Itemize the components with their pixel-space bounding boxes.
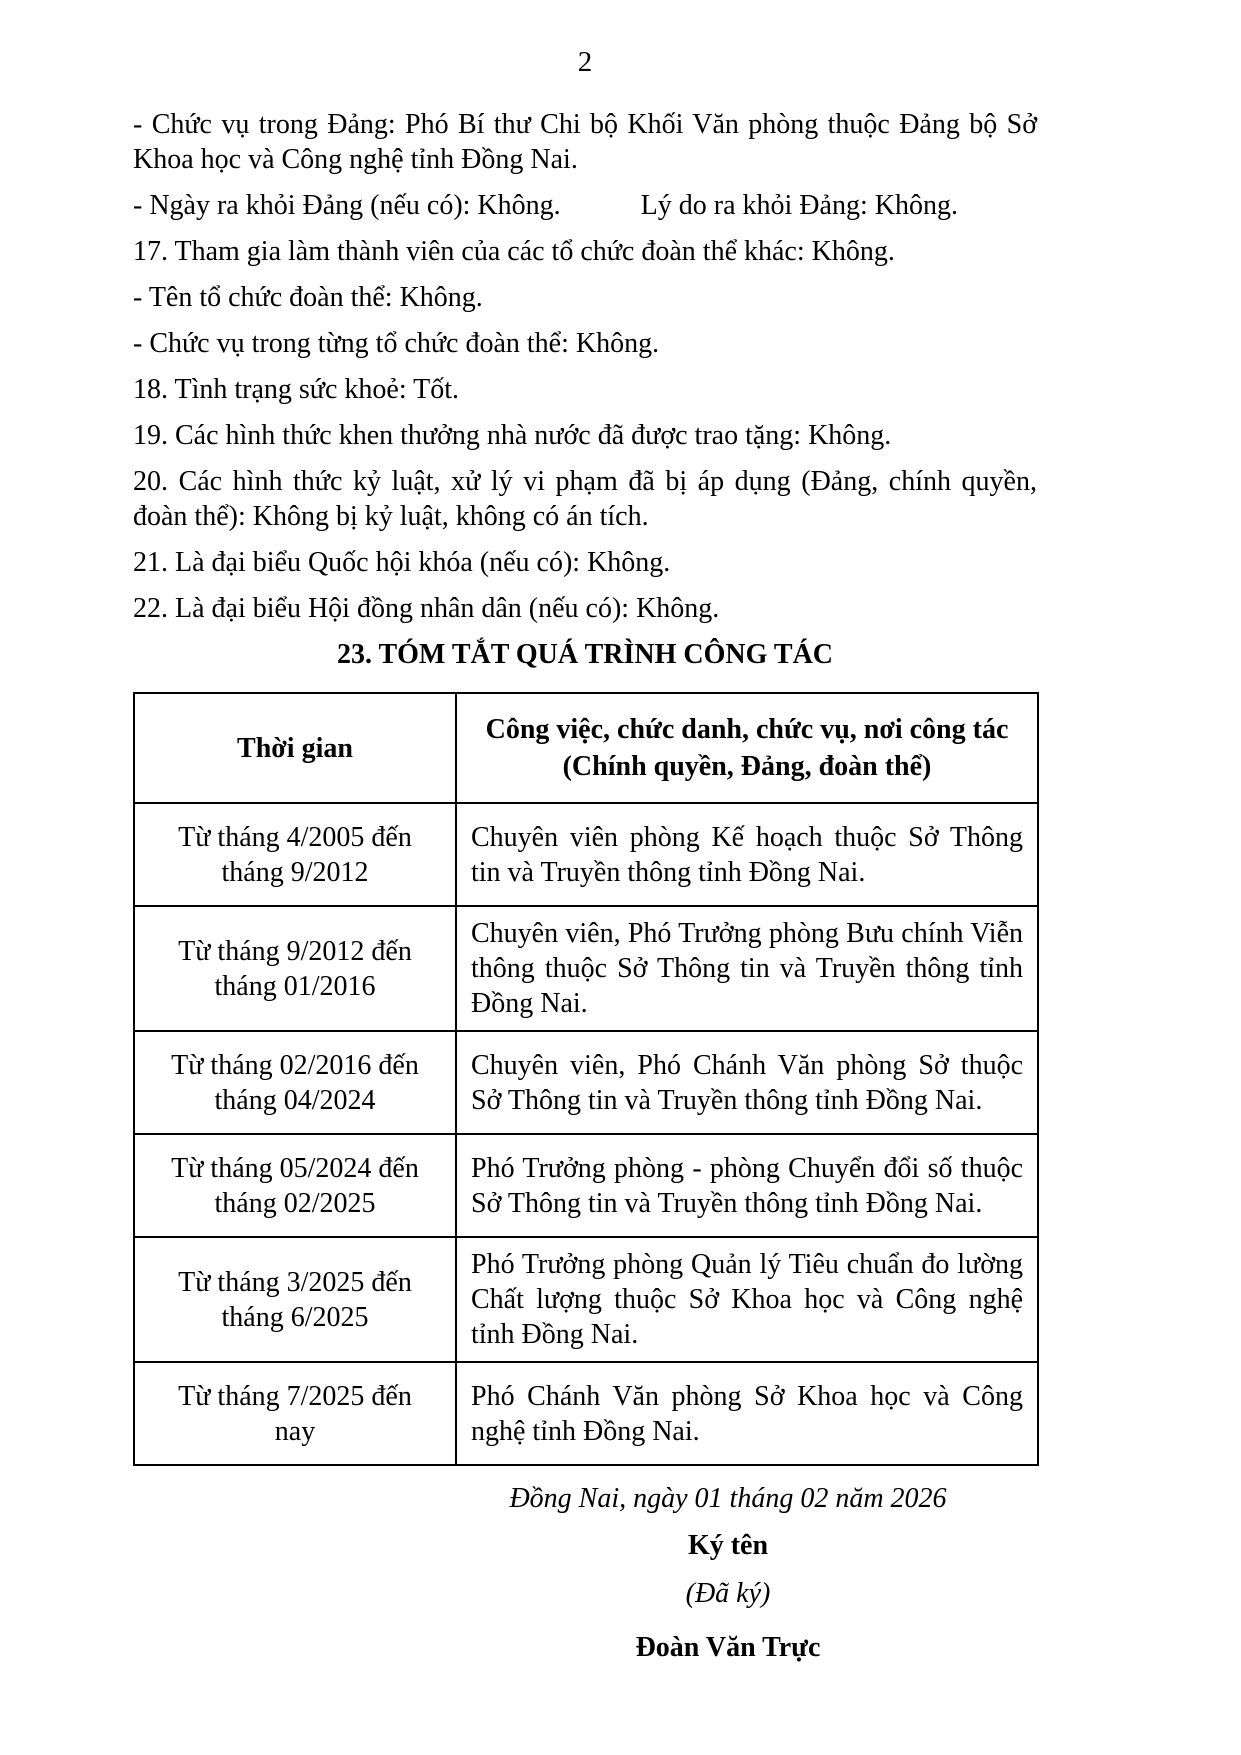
- work-history-heading: 23. TÓM TẮT QUÁ TRÌNH CÔNG TÁC: [336, 639, 834, 670]
- column-header-job-line2: (Chính quyền, Đảng, đoàn thể): [562, 751, 932, 782]
- time-cell: [134, 1031, 456, 1134]
- time-line1: Từ tháng 7/2025 đến: [178, 1380, 412, 1412]
- time-line1: Từ tháng 05/2024 đến: [171, 1152, 419, 1184]
- signer-name: Đoàn Văn Trực: [635, 1632, 821, 1663]
- item-21-paragraph: 21. Là đại biểu Quốc hội khóa (nếu có): Không.: [133, 547, 671, 578]
- job-cell: Phó Chánh Văn phòng Sở Khoa học và Công nghệ tỉnh Đồng Nai.: [456, 1362, 1038, 1465]
- time-line1: Từ tháng 3/2025 đến: [178, 1266, 412, 1298]
- time-line2: tháng 04/2024: [214, 1084, 376, 1116]
- table-header-row: [134, 693, 1038, 803]
- party-exit-reason-text: Lý do ra khỏi Đảng: Không.: [640, 190, 958, 221]
- job-cell: Chuyên viên, Phó Chánh Văn phòng Sở thuộc Sở Thông tin và Truyền thông tỉnh Đồng Nai.: [456, 1031, 1038, 1134]
- table-row: [134, 1237, 1038, 1362]
- time-line2: tháng 01/2016: [214, 970, 376, 1002]
- time-cell: [134, 1237, 456, 1362]
- time-line2: tháng 02/2025: [214, 1187, 376, 1219]
- signature-label: Ký tên: [687, 1530, 769, 1561]
- item-18-paragraph: 18. Tình trạng sức khoẻ: Tốt.: [133, 374, 459, 405]
- time-line2: tháng 9/2012: [221, 856, 369, 888]
- signature-block: [493, 1481, 963, 1665]
- job-cell: Chuyên viên phòng Kế hoạch thuộc Sở Thông tin và Truyền thông tỉnh Đồng Nai.: [456, 803, 1038, 906]
- job-cell: Phó Trưởng phòng Quản lý Tiêu chuẩn đo lường Chất lượng thuộc Sở Khoa học và Công nghệ tỉnh Đồng Nai.: [456, 1237, 1038, 1362]
- item-19-paragraph: 19. Các hình thức khen thưởng nhà nước đã được trao tặng: Không.: [133, 420, 892, 451]
- work-history-table: [133, 692, 1039, 1466]
- time-line1: Từ tháng 9/2012 đến: [178, 935, 412, 967]
- signed-note: (Đã ký): [685, 1578, 771, 1609]
- time-line2: tháng 6/2025: [221, 1301, 369, 1333]
- table-row: [134, 1134, 1038, 1237]
- item-20-paragraph: 20. Các hình thức kỷ luật, xử lý vi phạm đã bị áp dụng (Đảng, chính quyền, đoàn thể): Không bị kỷ luật, không có án tích.: [133, 466, 1037, 532]
- table-row: [134, 1362, 1038, 1465]
- column-header-time: Thời gian: [134, 693, 456, 803]
- time-line2: nay: [274, 1415, 316, 1447]
- time-cell: [134, 1134, 456, 1237]
- time-line1: Từ tháng 4/2005 đến: [178, 821, 412, 853]
- time-cell: [134, 1362, 456, 1465]
- time-cell: [134, 803, 456, 906]
- party-exit-date-text: - Ngày ra khỏi Đảng (nếu có): Không.: [133, 190, 561, 221]
- org-name-paragraph: - Tên tổ chức đoàn thể: Không.: [133, 282, 483, 313]
- job-cell: Chuyên viên, Phó Trưởng phòng Bưu chính Viễn thông thuộc Sở Thông tin và Truyền thông tỉnh Đồng Nai.: [456, 906, 1038, 1031]
- job-cell: Phó Trưởng phòng - phòng Chuyển đổi số thuộc Sở Thông tin và Truyền thông tỉnh Đồng Nai.: [456, 1134, 1038, 1237]
- column-header-job-line1: Công việc, chức danh, chức vụ, nơi công tác: [485, 714, 1009, 745]
- party-exit-paragraph: [133, 188, 1037, 223]
- party-position-paragraph: - Chức vụ trong Đảng: Phó Bí thư Chi bộ Khối Văn phòng thuộc Đảng bộ Sở Khoa học và Công nghệ tỉnh Đồng Nai.: [133, 109, 1037, 175]
- item-17-paragraph: 17. Tham gia làm thành viên của các tổ chức đoàn thể khác: Không.: [133, 236, 895, 267]
- time-cell: [134, 906, 456, 1031]
- table-row: [134, 906, 1038, 1031]
- time-line1: Từ tháng 02/2016 đến: [171, 1049, 419, 1081]
- column-header-job: [456, 693, 1038, 803]
- signature-date-line: Đồng Nai, ngày 01 tháng 02 năm 2026: [509, 1483, 947, 1514]
- org-position-paragraph: - Chức vụ trong từng tổ chức đoàn thể: Không.: [133, 328, 660, 359]
- item-22-paragraph: 22. Là đại biểu Hội đồng nhân dân (nếu có): Không.: [133, 593, 720, 624]
- page-number: 2: [577, 46, 593, 78]
- table-row: [134, 803, 1038, 906]
- table-row: [134, 1031, 1038, 1134]
